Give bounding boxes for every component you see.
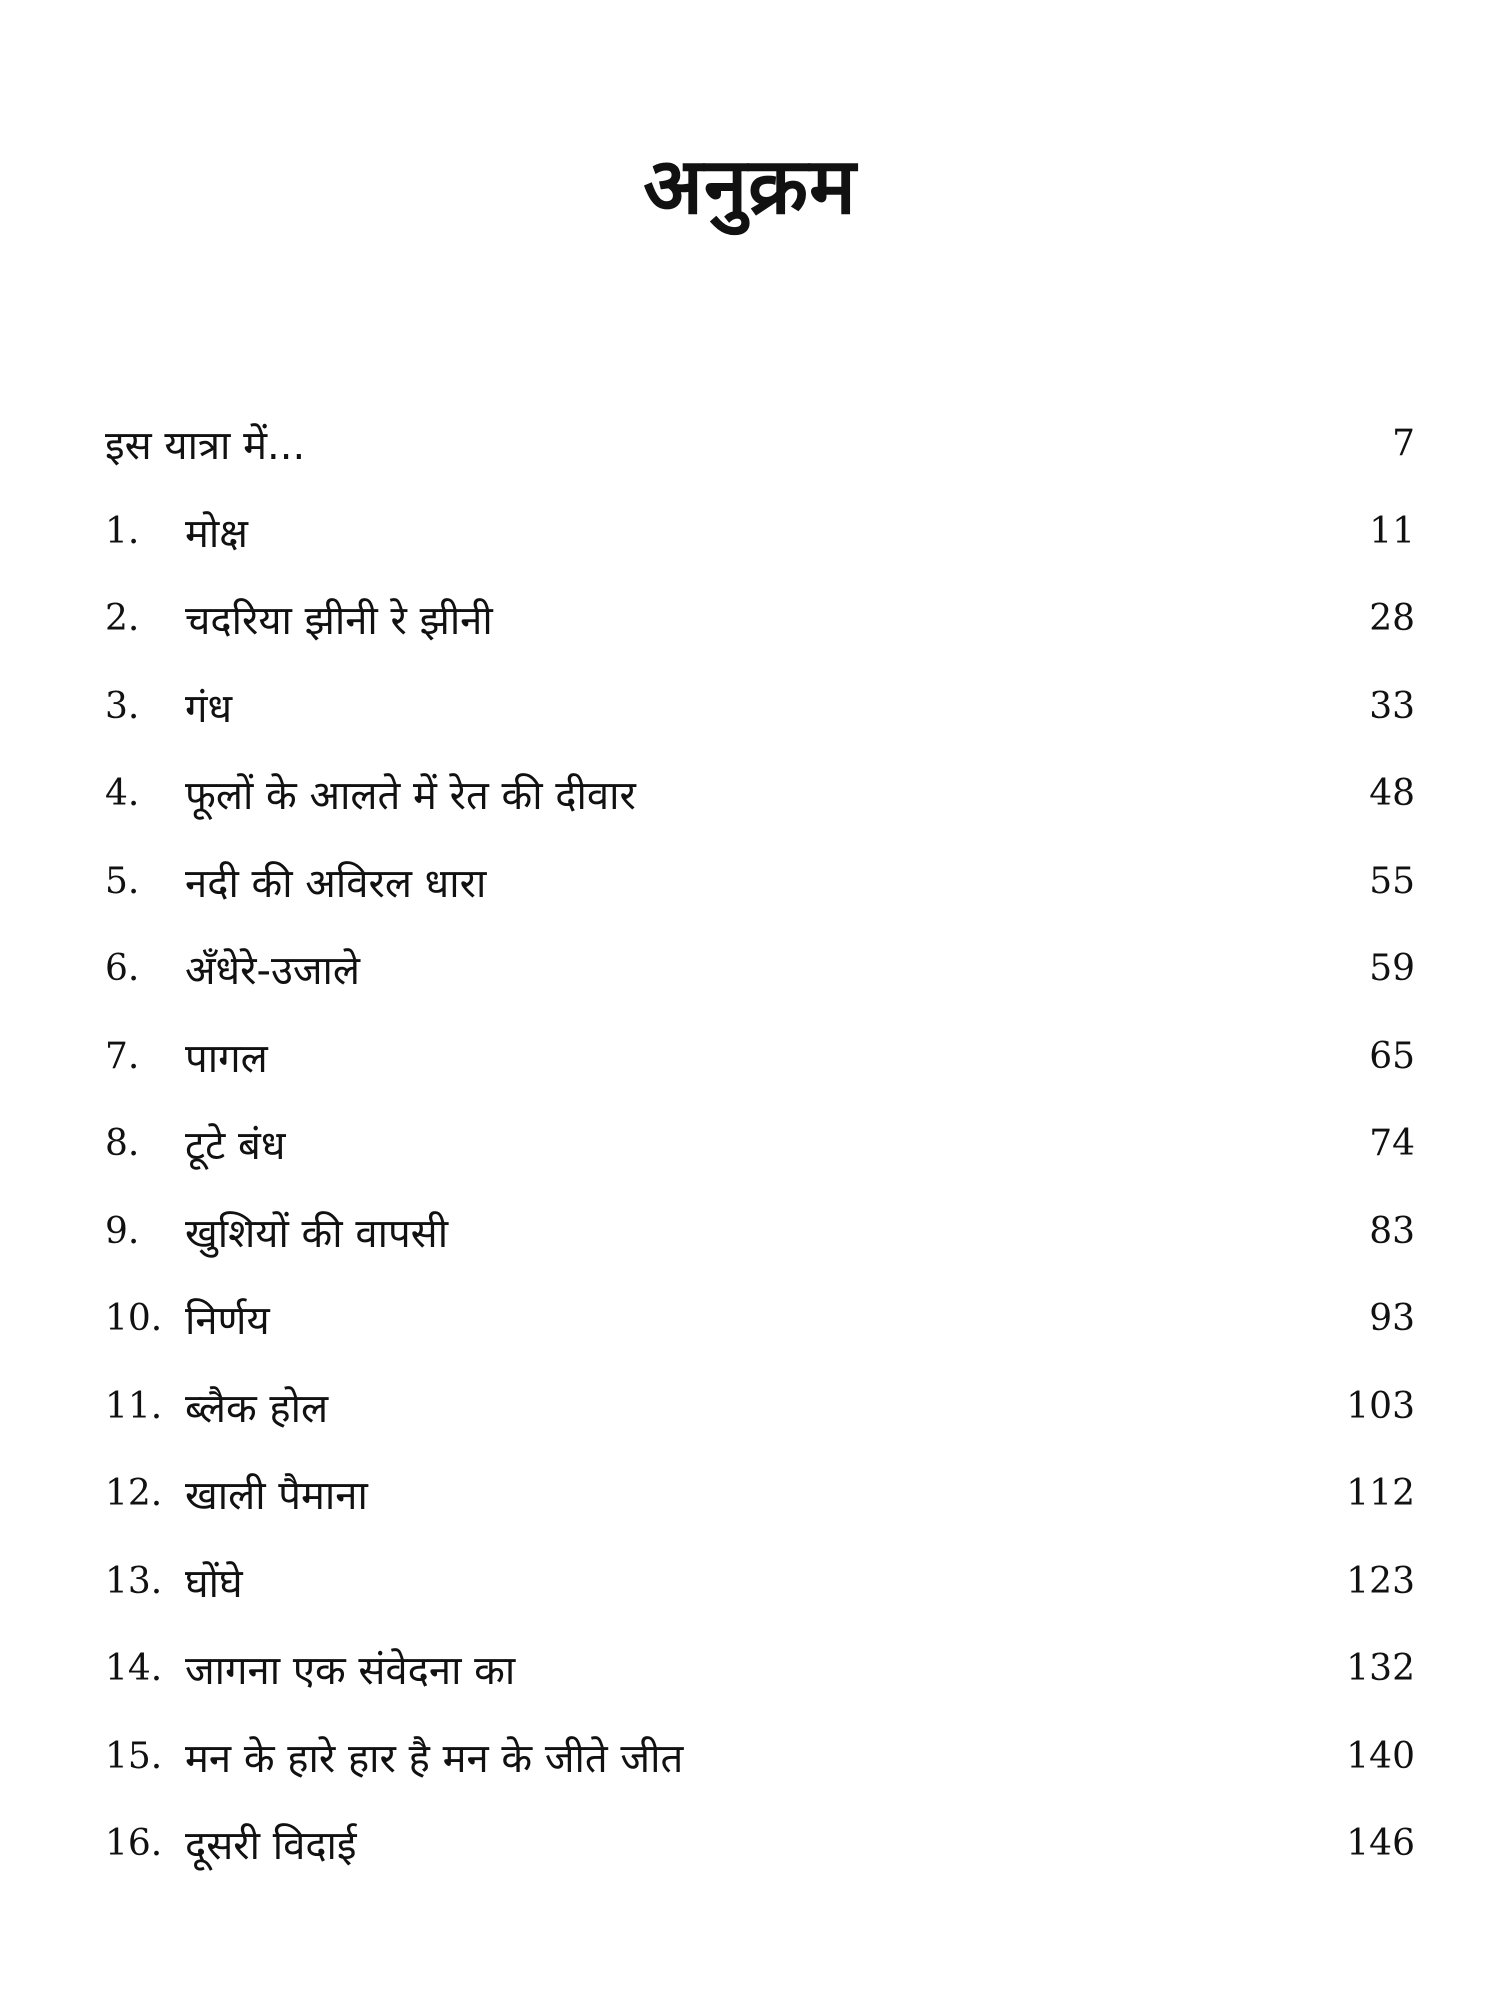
chapter-title: मन के हारे हार है मन के जीते जीत — [185, 1735, 684, 1782]
toc-page-number: 146 — [1346, 1823, 1415, 1865]
chapter-title: पागल — [185, 1035, 268, 1082]
toc-row — [105, 1538, 1415, 1626]
toc-page-number: 140 — [1346, 1735, 1415, 1777]
chapter-number: 10. — [105, 1298, 163, 1340]
chapter-title: जागना एक संवेदना का — [185, 1648, 516, 1695]
toc-row — [105, 1275, 1415, 1363]
toc-row — [105, 1625, 1415, 1713]
toc-page-number: 112 — [1346, 1473, 1415, 1515]
chapter-number: 15. — [105, 1735, 163, 1777]
toc-page-number: 48 — [1369, 773, 1415, 815]
toc-page-number: 11 — [1369, 510, 1415, 552]
chapter-title: चदरिया झीनी रे झीनी — [185, 598, 493, 645]
chapter-number: 6. — [105, 948, 140, 990]
chapter-number: 1. — [105, 510, 140, 552]
toc-page-number: 7 — [1392, 423, 1415, 465]
chapter-title: नदी की अविरल धारा — [185, 860, 487, 907]
chapter-number: 3. — [105, 685, 140, 727]
chapter-number: 11. — [105, 1385, 163, 1427]
chapter-title: निर्णय — [185, 1298, 270, 1345]
toc-row — [105, 838, 1415, 926]
toc-page-number: 65 — [1369, 1035, 1415, 1077]
toc-page-number: 103 — [1346, 1385, 1415, 1427]
toc-row — [105, 1013, 1415, 1101]
page-title: अनुक्रम — [643, 142, 857, 232]
chapter-title: ब्लैक होल — [185, 1385, 329, 1432]
chapter-number: 12. — [105, 1473, 163, 1515]
toc-page-number: 123 — [1346, 1560, 1415, 1602]
toc-page-number: 132 — [1346, 1648, 1415, 1690]
toc-row — [105, 750, 1415, 838]
chapter-title: दूसरी विदाई — [185, 1823, 357, 1870]
toc-page-number: 93 — [1369, 1298, 1415, 1340]
toc-row — [105, 1363, 1415, 1451]
toc-page-number: 55 — [1369, 860, 1415, 902]
chapter-number: 8. — [105, 1123, 140, 1165]
chapter-number: 4. — [105, 773, 140, 815]
toc-page-number: 59 — [1369, 948, 1415, 990]
toc-row — [105, 925, 1415, 1013]
chapter-number: 14. — [105, 1648, 163, 1690]
toc-page-number: 74 — [1369, 1123, 1415, 1165]
chapter-number: 2. — [105, 598, 140, 640]
toc-row-preface — [105, 400, 1415, 488]
chapter-title: खुशियों की वापसी — [185, 1210, 449, 1257]
chapter-title: अँधेरे-उजाले — [185, 948, 361, 995]
toc-page-number: 28 — [1369, 598, 1415, 640]
chapter-number: 9. — [105, 1210, 140, 1252]
toc-row — [105, 1800, 1415, 1888]
chapter-title: खाली पैमाना — [185, 1473, 368, 1520]
chapter-number: 5. — [105, 860, 140, 902]
toc-row — [105, 575, 1415, 663]
chapter-title: फूलों के आलते में रेत की दीवार — [185, 773, 636, 820]
chapter-number: 7. — [105, 1035, 140, 1077]
chapter-number: 13. — [105, 1560, 163, 1602]
toc-page-number: 33 — [1369, 685, 1415, 727]
toc-page-number: 83 — [1369, 1210, 1415, 1252]
chapter-title: टूटे बंध — [185, 1123, 286, 1170]
chapter-title: घोंघे — [185, 1560, 243, 1607]
toc-entry-title: इस यात्रा में... — [105, 423, 306, 470]
chapter-title: गंध — [185, 685, 233, 732]
toc-row — [105, 1713, 1415, 1801]
chapter-number: 16. — [105, 1823, 163, 1865]
toc-row — [105, 1100, 1415, 1188]
toc-row — [105, 1188, 1415, 1276]
toc-row — [105, 1450, 1415, 1538]
toc-row — [105, 488, 1415, 576]
chapter-title: मोक्ष — [185, 510, 248, 557]
table-of-contents — [105, 400, 1415, 1888]
toc-row — [105, 663, 1415, 751]
